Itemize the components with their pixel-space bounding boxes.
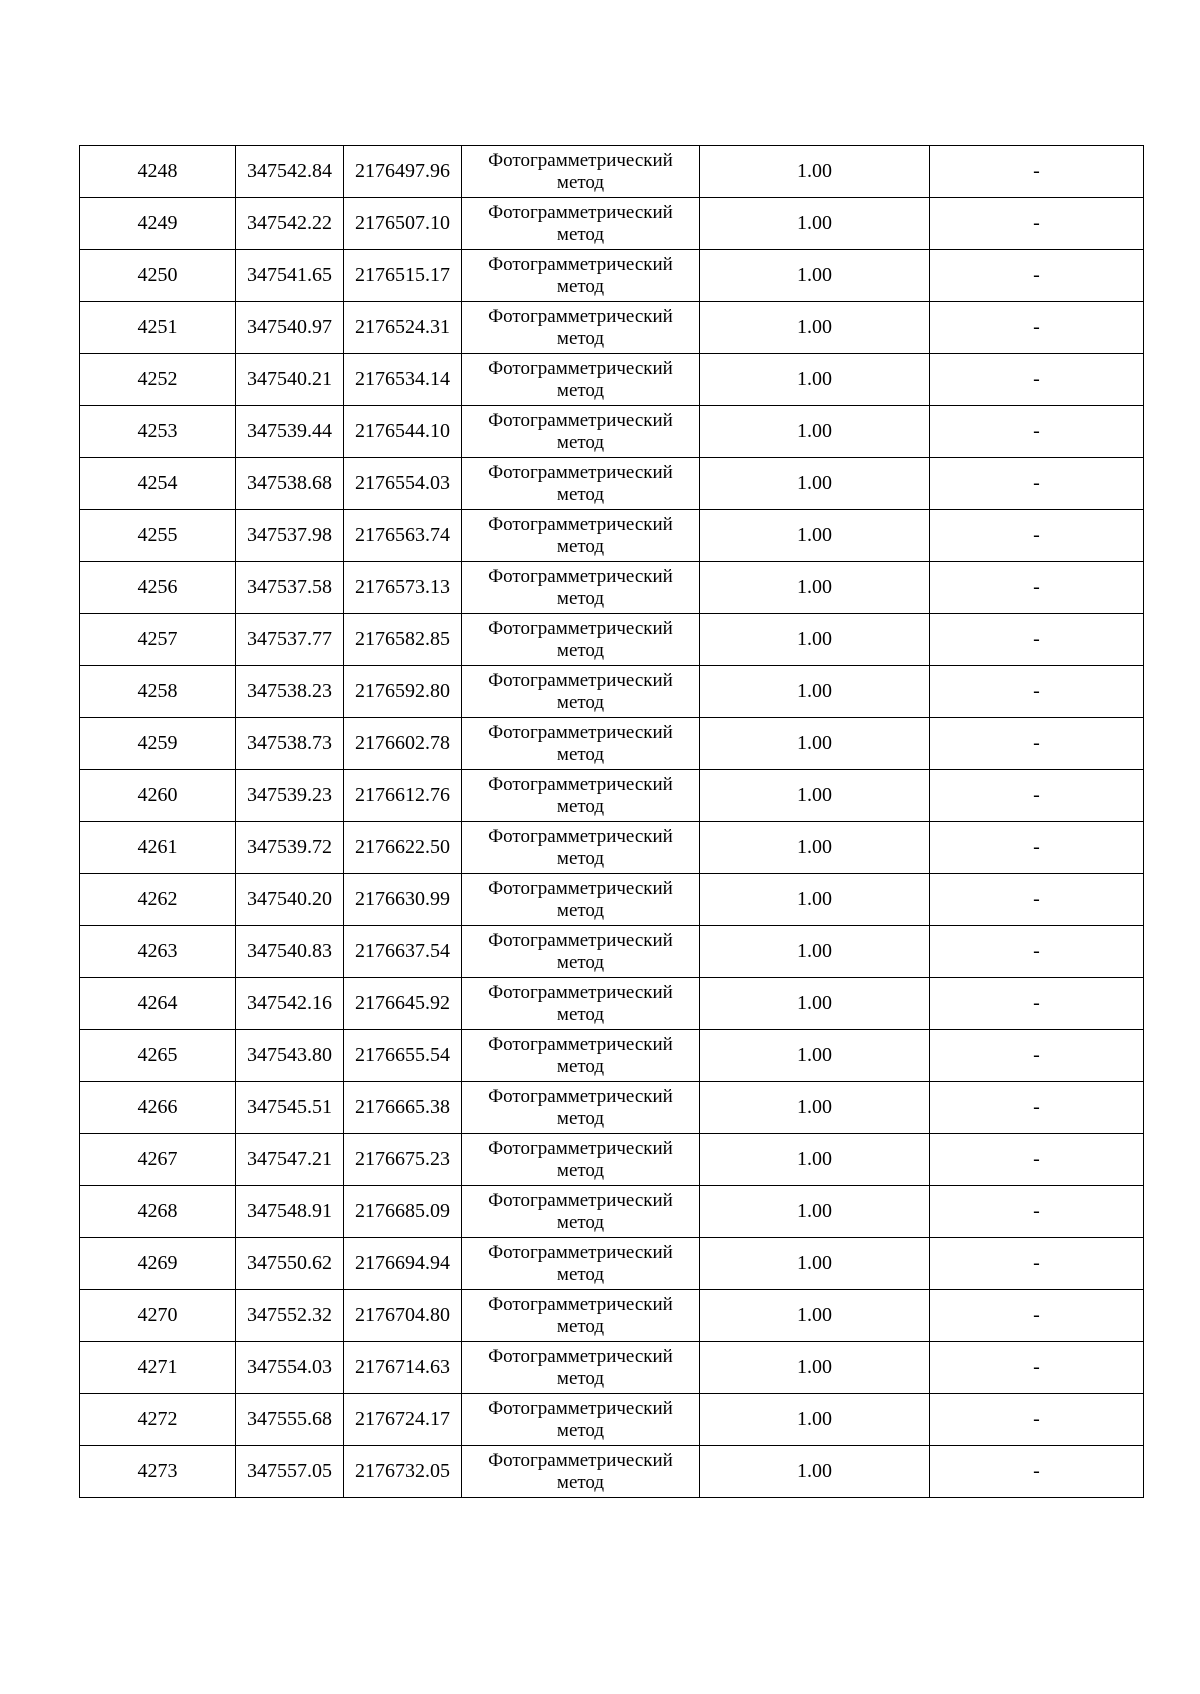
method-text-line1: Фотограмметрический [488,773,673,795]
x-coordinate-cell: 347537.77 [236,614,344,666]
note-cell: - [930,1290,1144,1342]
method-cell [462,1186,700,1238]
y-coordinate-cell: 2176694.94 [344,1238,462,1290]
x-coordinate-cell: 347540.97 [236,302,344,354]
table-row [80,1134,1144,1186]
method-text-line2: метод [556,379,605,401]
method-text-line2: метод [556,1055,605,1077]
method-text-line2: метод [556,1107,605,1129]
accuracy-cell: 1.00 [700,1290,930,1342]
point-number-cell: 4252 [80,354,236,406]
note-cell: - [930,926,1144,978]
note-cell: - [930,458,1144,510]
point-number-cell: 4249 [80,198,236,250]
method-text-line1: Фотограмметрический [488,513,673,535]
note-cell: - [930,718,1144,770]
method-cell [462,978,700,1030]
y-coordinate-cell: 2176675.23 [344,1134,462,1186]
method-text-line2: метод [556,587,605,609]
method-text-line1: Фотограмметрический [488,1449,673,1471]
table-row [80,198,1144,250]
table-row [80,354,1144,406]
accuracy-cell: 1.00 [700,666,930,718]
method-text-line2: метод [556,171,605,193]
method-text-line2: метод [556,1471,605,1493]
note-cell: - [930,822,1144,874]
method-text-line2: метод [556,847,605,869]
accuracy-cell: 1.00 [700,354,930,406]
method-text-line1: Фотограмметрический [488,1033,673,1055]
point-number-cell: 4251 [80,302,236,354]
y-coordinate-cell: 2176724.17 [344,1394,462,1446]
accuracy-cell: 1.00 [700,406,930,458]
method-text-line2: метод [556,275,605,297]
note-cell: - [930,1238,1144,1290]
table-row [80,302,1144,354]
note-cell: - [930,1186,1144,1238]
x-coordinate-cell: 347547.21 [236,1134,344,1186]
point-number-cell: 4261 [80,822,236,874]
x-coordinate-cell: 347538.68 [236,458,344,510]
method-text-line1: Фотограмметрический [488,669,673,691]
y-coordinate-cell: 2176592.80 [344,666,462,718]
y-coordinate-cell: 2176544.10 [344,406,462,458]
method-text-line2: метод [556,327,605,349]
table-row [80,146,1144,198]
method-text-line1: Фотограмметрический [488,1137,673,1159]
y-coordinate-cell: 2176507.10 [344,198,462,250]
x-coordinate-cell: 347554.03 [236,1342,344,1394]
method-text-line1: Фотограмметрический [488,409,673,431]
method-text-line2: метод [556,1263,605,1285]
x-coordinate-cell: 347538.73 [236,718,344,770]
method-text-line2: метод [556,795,605,817]
table-row [80,1446,1144,1498]
point-number-cell: 4264 [80,978,236,1030]
method-text-line1: Фотограмметрический [488,253,673,275]
point-number-cell: 4250 [80,250,236,302]
note-cell: - [930,250,1144,302]
y-coordinate-cell: 2176732.05 [344,1446,462,1498]
method-text-line2: метод [556,431,605,453]
y-coordinate-cell: 2176622.50 [344,822,462,874]
x-coordinate-cell: 347543.80 [236,1030,344,1082]
y-coordinate-cell: 2176612.76 [344,770,462,822]
note-cell: - [930,614,1144,666]
note-cell: - [930,1134,1144,1186]
method-text-line1: Фотограмметрический [488,1293,673,1315]
accuracy-cell: 1.00 [700,146,930,198]
accuracy-cell: 1.00 [700,510,930,562]
method-text-line2: метод [556,1159,605,1181]
method-text-line1: Фотограмметрический [488,981,673,1003]
y-coordinate-cell: 2176582.85 [344,614,462,666]
point-number-cell: 4270 [80,1290,236,1342]
table-row [80,1394,1144,1446]
method-cell [462,718,700,770]
point-number-cell: 4262 [80,874,236,926]
accuracy-cell: 1.00 [700,614,930,666]
accuracy-cell: 1.00 [700,250,930,302]
method-cell [462,770,700,822]
note-cell: - [930,354,1144,406]
point-number-cell: 4271 [80,1342,236,1394]
note-cell: - [930,510,1144,562]
method-cell [462,1342,700,1394]
method-text-line1: Фотограмметрический [488,617,673,639]
method-cell [462,926,700,978]
point-number-cell: 4254 [80,458,236,510]
accuracy-cell: 1.00 [700,874,930,926]
y-coordinate-cell: 2176497.96 [344,146,462,198]
point-number-cell: 4273 [80,1446,236,1498]
method-cell [462,250,700,302]
point-number-cell: 4256 [80,562,236,614]
method-text-line1: Фотограмметрический [488,1189,673,1211]
point-number-cell: 4255 [80,510,236,562]
method-text-line1: Фотограмметрический [488,1241,673,1263]
method-cell [462,1082,700,1134]
method-text-line2: метод [556,1211,605,1233]
x-coordinate-cell: 347557.05 [236,1446,344,1498]
note-cell: - [930,1030,1144,1082]
method-text-line1: Фотограмметрический [488,825,673,847]
coordinates-table [79,145,1144,1498]
table-row [80,1342,1144,1394]
method-cell [462,458,700,510]
method-text-line2: метод [556,691,605,713]
method-text-line2: метод [556,1315,605,1337]
accuracy-cell: 1.00 [700,302,930,354]
point-number-cell: 4248 [80,146,236,198]
note-cell: - [930,406,1144,458]
point-number-cell: 4266 [80,1082,236,1134]
method-text-line1: Фотограмметрический [488,1085,673,1107]
table-row [80,250,1144,302]
accuracy-cell: 1.00 [700,458,930,510]
table-row [80,1238,1144,1290]
x-coordinate-cell: 347540.83 [236,926,344,978]
y-coordinate-cell: 2176524.31 [344,302,462,354]
accuracy-cell: 1.00 [700,1134,930,1186]
y-coordinate-cell: 2176665.38 [344,1082,462,1134]
y-coordinate-cell: 2176685.09 [344,1186,462,1238]
x-coordinate-cell: 347545.51 [236,1082,344,1134]
note-cell: - [930,562,1144,614]
method-text-line2: метод [556,639,605,661]
table-row [80,978,1144,1030]
table-row [80,822,1144,874]
table-row [80,406,1144,458]
method-cell [462,562,700,614]
x-coordinate-cell: 347555.68 [236,1394,344,1446]
y-coordinate-cell: 2176554.03 [344,458,462,510]
x-coordinate-cell: 347539.23 [236,770,344,822]
method-cell [462,1290,700,1342]
table-row [80,1030,1144,1082]
method-cell [462,1394,700,1446]
accuracy-cell: 1.00 [700,978,930,1030]
y-coordinate-cell: 2176645.92 [344,978,462,1030]
x-coordinate-cell: 347540.21 [236,354,344,406]
method-cell [462,666,700,718]
x-coordinate-cell: 347548.91 [236,1186,344,1238]
y-coordinate-cell: 2176630.99 [344,874,462,926]
x-coordinate-cell: 347540.20 [236,874,344,926]
note-cell: - [930,1342,1144,1394]
point-number-cell: 4259 [80,718,236,770]
method-cell [462,146,700,198]
note-cell: - [930,302,1144,354]
method-cell [462,198,700,250]
accuracy-cell: 1.00 [700,1238,930,1290]
table-row [80,1082,1144,1134]
table-row [80,1290,1144,1342]
method-cell [462,1446,700,1498]
method-text-line1: Фотограмметрический [488,929,673,951]
method-text-line1: Фотограмметрический [488,305,673,327]
accuracy-cell: 1.00 [700,1030,930,1082]
method-text-line2: метод [556,743,605,765]
method-cell [462,874,700,926]
method-cell [462,1030,700,1082]
table-row [80,614,1144,666]
method-text-line1: Фотограмметрический [488,565,673,587]
y-coordinate-cell: 2176573.13 [344,562,462,614]
table-row [80,874,1144,926]
x-coordinate-cell: 347538.23 [236,666,344,718]
point-number-cell: 4260 [80,770,236,822]
table-row [80,562,1144,614]
table-row [80,718,1144,770]
method-cell [462,510,700,562]
method-text-line1: Фотограмметрический [488,149,673,171]
y-coordinate-cell: 2176515.17 [344,250,462,302]
accuracy-cell: 1.00 [700,1082,930,1134]
method-cell [462,354,700,406]
x-coordinate-cell: 347537.58 [236,562,344,614]
y-coordinate-cell: 2176602.78 [344,718,462,770]
accuracy-cell: 1.00 [700,822,930,874]
method-cell [462,302,700,354]
method-text-line2: метод [556,535,605,557]
accuracy-cell: 1.00 [700,770,930,822]
method-text-line1: Фотограмметрический [488,461,673,483]
note-cell: - [930,978,1144,1030]
point-number-cell: 4272 [80,1394,236,1446]
table-row [80,666,1144,718]
note-cell: - [930,198,1144,250]
y-coordinate-cell: 2176637.54 [344,926,462,978]
method-text-line1: Фотограмметрический [488,1397,673,1419]
accuracy-cell: 1.00 [700,1342,930,1394]
accuracy-cell: 1.00 [700,562,930,614]
accuracy-cell: 1.00 [700,1446,930,1498]
y-coordinate-cell: 2176714.63 [344,1342,462,1394]
point-number-cell: 4257 [80,614,236,666]
method-text-line1: Фотограмметрический [488,201,673,223]
point-number-cell: 4263 [80,926,236,978]
method-text-line2: метод [556,1419,605,1441]
y-coordinate-cell: 2176704.80 [344,1290,462,1342]
point-number-cell: 4265 [80,1030,236,1082]
y-coordinate-cell: 2176534.14 [344,354,462,406]
table-row [80,510,1144,562]
method-text-line2: метод [556,1003,605,1025]
table-row [80,770,1144,822]
table-row [80,1186,1144,1238]
method-cell [462,1238,700,1290]
method-text-line1: Фотограмметрический [488,877,673,899]
accuracy-cell: 1.00 [700,198,930,250]
note-cell: - [930,1446,1144,1498]
x-coordinate-cell: 347537.98 [236,510,344,562]
x-coordinate-cell: 347541.65 [236,250,344,302]
accuracy-cell: 1.00 [700,1186,930,1238]
accuracy-cell: 1.00 [700,1394,930,1446]
y-coordinate-cell: 2176563.74 [344,510,462,562]
note-cell: - [930,666,1144,718]
method-text-line2: метод [556,1367,605,1389]
table-row [80,926,1144,978]
y-coordinate-cell: 2176655.54 [344,1030,462,1082]
x-coordinate-cell: 347552.32 [236,1290,344,1342]
method-cell [462,822,700,874]
point-number-cell: 4267 [80,1134,236,1186]
note-cell: - [930,146,1144,198]
point-number-cell: 4258 [80,666,236,718]
method-text-line2: метод [556,483,605,505]
method-text-line2: метод [556,951,605,973]
note-cell: - [930,874,1144,926]
table-body [80,146,1144,1498]
x-coordinate-cell: 347542.84 [236,146,344,198]
method-text-line2: метод [556,223,605,245]
point-number-cell: 4268 [80,1186,236,1238]
x-coordinate-cell: 347542.16 [236,978,344,1030]
method-cell [462,406,700,458]
note-cell: - [930,1394,1144,1446]
method-cell [462,614,700,666]
note-cell: - [930,770,1144,822]
x-coordinate-cell: 347542.22 [236,198,344,250]
accuracy-cell: 1.00 [700,926,930,978]
method-text-line1: Фотограмметрический [488,721,673,743]
x-coordinate-cell: 347550.62 [236,1238,344,1290]
table-row [80,458,1144,510]
method-text-line1: Фотограмметрический [488,1345,673,1367]
point-number-cell: 4253 [80,406,236,458]
method-text-line2: метод [556,899,605,921]
method-cell [462,1134,700,1186]
accuracy-cell: 1.00 [700,718,930,770]
note-cell: - [930,1082,1144,1134]
x-coordinate-cell: 347539.72 [236,822,344,874]
x-coordinate-cell: 347539.44 [236,406,344,458]
point-number-cell: 4269 [80,1238,236,1290]
method-text-line1: Фотограмметрический [488,357,673,379]
